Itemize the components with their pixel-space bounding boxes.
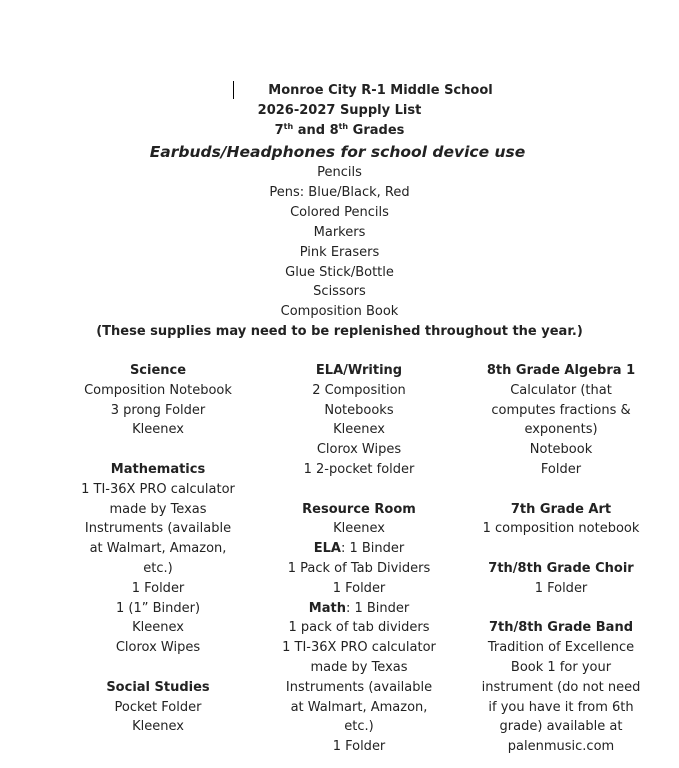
column-algebra-art-choir-band: [476, 361, 646, 757]
algebra-item[interactable]: computes fractions &: [491, 402, 631, 418]
spacer: [476, 480, 646, 500]
algebra-item[interactable]: exponents): [524, 422, 598, 438]
band-item[interactable]: Tradition of Excellence: [487, 640, 635, 656]
resource-item[interactable]: 1 Pack of Tab Dividers: [287, 560, 431, 576]
column-science-math-social: [74, 361, 242, 737]
mathematics-item[interactable]: etc.): [143, 560, 173, 576]
science-item[interactable]: Kleenex: [132, 422, 184, 438]
supply-list-title[interactable]: 2026-2027 Supply List: [257, 103, 422, 118]
ela-writing-heading[interactable]: ELA/Writing: [315, 363, 403, 378]
art-item[interactable]: 1 composition notebook: [482, 521, 640, 537]
spacer: [476, 599, 646, 619]
grade-8: 8: [329, 123, 339, 138]
document-header: [0, 81, 679, 342]
general-supply-item[interactable]: Pencils: [317, 165, 362, 180]
grade-7-suffix: th: [283, 122, 294, 131]
general-supply-item[interactable]: Colored Pencils: [290, 204, 389, 220]
general-supply-item[interactable]: Scissors: [313, 284, 366, 300]
mathematics-heading[interactable]: Mathematics: [110, 461, 206, 477]
grade-7: 7: [274, 123, 284, 138]
resource-item[interactable]: at Walmart, Amazon,: [290, 699, 428, 715]
band-item[interactable]: instrument (do not need: [481, 679, 641, 695]
resource-math-value: : 1 Binder: [345, 600, 410, 616]
mathematics-item[interactable]: at Walmart, Amazon,: [89, 541, 227, 557]
band-item[interactable]: if you have it from 6th: [488, 699, 634, 715]
mathematics-item[interactable]: 1 TI-36X PRO calculator: [81, 481, 235, 497]
grade-8-suffix: th: [338, 122, 349, 131]
science-item[interactable]: Composition Notebook: [84, 382, 232, 398]
science-heading[interactable]: Science: [129, 363, 187, 378]
social-studies-item[interactable]: Kleenex: [132, 719, 184, 735]
ela-item[interactable]: Kleenex: [333, 422, 385, 438]
choir-heading[interactable]: 7th/8th Grade Choir: [488, 560, 634, 576]
general-supply-item[interactable]: Glue Stick/Bottle: [285, 264, 394, 280]
mathematics-item[interactable]: made by Texas: [109, 501, 207, 517]
resource-math-line[interactable]: [274, 599, 444, 619]
band-heading[interactable]: 7th/8th Grade Band: [488, 620, 634, 636]
band-item[interactable]: Book 1 for your: [510, 659, 612, 675]
general-supply-item[interactable]: Pink Erasers: [299, 244, 380, 260]
ela-item[interactable]: 2 Composition: [312, 382, 406, 398]
resource-ela-line[interactable]: [274, 539, 444, 559]
band-item[interactable]: grade) available at: [499, 719, 623, 735]
resource-item[interactable]: made by Texas: [310, 659, 408, 675]
algebra-item[interactable]: Notebook: [529, 442, 593, 458]
grades-and: and: [293, 123, 330, 138]
resource-ela-label: ELA: [313, 541, 341, 557]
spacer: [74, 440, 242, 460]
grades-line[interactable]: [0, 121, 679, 141]
algebra-heading[interactable]: 8th Grade Algebra 1: [486, 363, 636, 378]
spacer: [274, 480, 444, 500]
resource-item[interactable]: etc.): [344, 719, 374, 735]
resource-math-label: Math: [308, 600, 346, 616]
grades-word: Grades: [348, 123, 405, 138]
spacer: [74, 658, 242, 678]
ela-item[interactable]: Notebooks: [324, 402, 394, 418]
band-item[interactable]: palenmusic.com: [507, 739, 615, 755]
algebra-item[interactable]: Folder: [540, 461, 582, 477]
spacer: [476, 539, 646, 559]
general-supply-item[interactable]: Pens: Blue/Black, Red: [269, 184, 410, 200]
mathematics-item[interactable]: Kleenex: [132, 620, 184, 636]
social-studies-heading[interactable]: Social Studies: [106, 679, 210, 695]
resource-item[interactable]: 1 pack of tab dividers: [288, 620, 430, 636]
general-supplies-list: [0, 163, 679, 322]
mathematics-item[interactable]: 1 (1” Binder): [115, 600, 201, 616]
ela-item[interactable]: Clorox Wipes: [316, 442, 402, 458]
resource-room-heading[interactable]: Resource Room: [302, 501, 416, 517]
resource-item[interactable]: 1 TI-36X PRO calculator: [282, 640, 436, 656]
science-item[interactable]: 3 prong Folder: [110, 402, 206, 418]
social-studies-item[interactable]: Pocket Folder: [114, 699, 202, 715]
general-supply-item[interactable]: Markers: [313, 224, 366, 240]
mathematics-item[interactable]: Clorox Wipes: [115, 640, 201, 656]
column-ela-resource: [274, 361, 444, 757]
replenish-note[interactable]: (These supplies may need to be replenished throughout the year.): [96, 324, 583, 340]
general-supply-item[interactable]: Composition Book: [280, 304, 399, 320]
resource-item[interactable]: 1 Folder: [332, 739, 386, 755]
resource-ela-value: : 1 Binder: [340, 541, 405, 557]
resource-item[interactable]: Instruments (available: [285, 679, 433, 695]
school-name[interactable]: Monroe City R-1 Middle School: [268, 83, 493, 98]
algebra-item[interactable]: Calculator (that: [510, 382, 612, 398]
choir-item[interactable]: 1 Folder: [534, 580, 588, 596]
earbuds-note[interactable]: Earbuds/Headphones for school device use: [149, 143, 526, 161]
ela-item[interactable]: 1 2-pocket folder: [303, 461, 415, 477]
resource-item[interactable]: Kleenex: [333, 521, 385, 537]
mathematics-item[interactable]: 1 Folder: [131, 580, 185, 596]
mathematics-item[interactable]: Instruments (available: [84, 521, 232, 537]
resource-item[interactable]: 1 Folder: [332, 580, 386, 596]
art-heading[interactable]: 7th Grade Art: [510, 501, 612, 517]
